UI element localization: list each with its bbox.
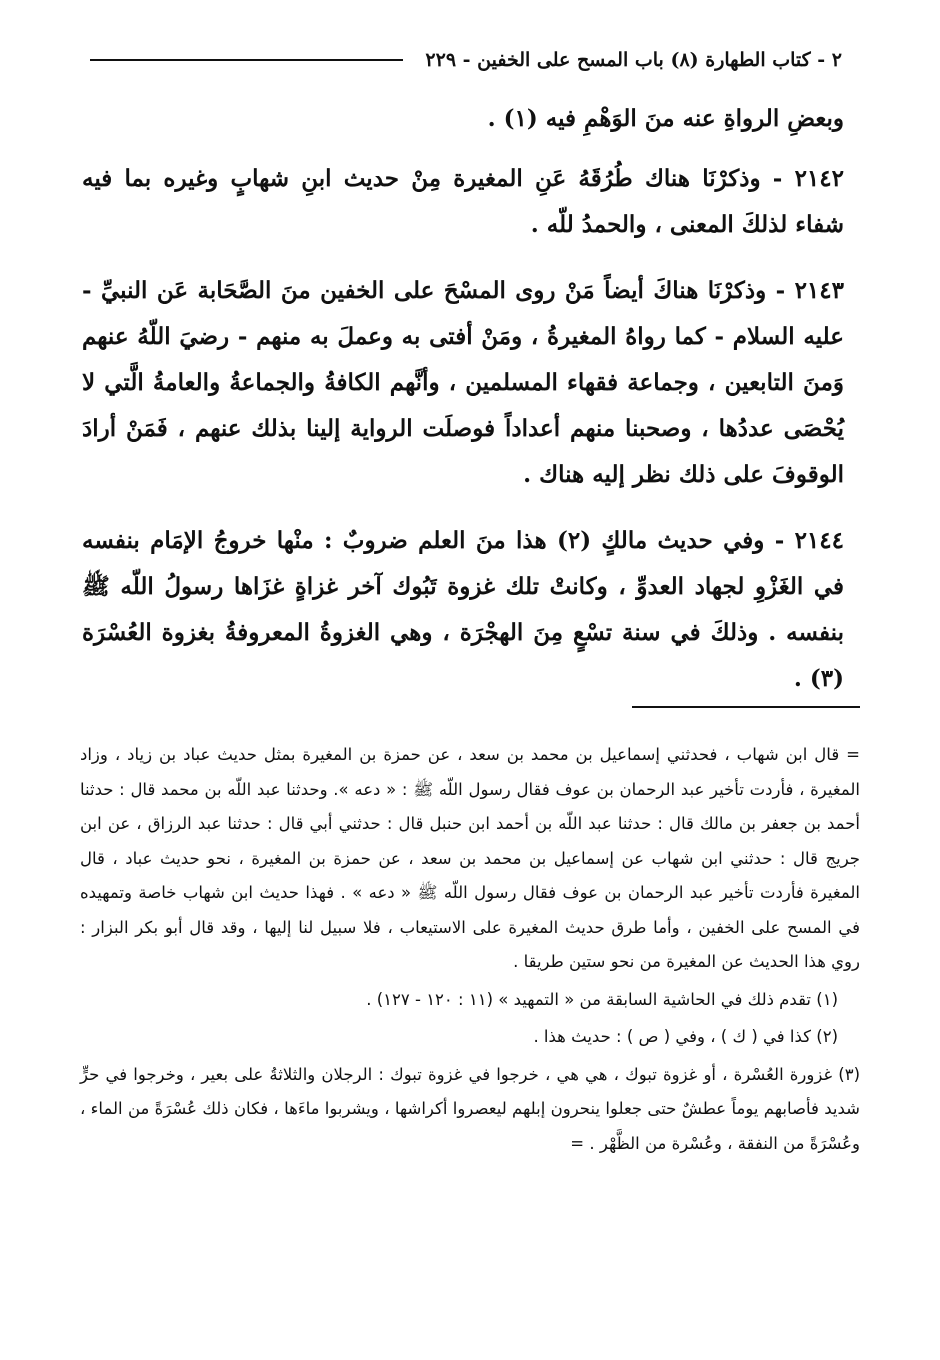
paragraph-2143: ٢١٤٣ - وذكرْنَا هناكَ أيضاً مَنْ روى المسْحَ على الخفين منَ الصَّحَابة عَن النبيِّ - عليه السلام - كما رواهُ المغيرةُ ، ومَنْ أفتى به وعملَ به منهم - رضيَ اللّهُ عنهم وَمنَ التابعين ، وجماعة فقهاء المسلمين ، وأنَّهم الكافةُ والجماعةُ والعامةُ الَّتي لا يُحْصَى عددُها ، وصحبنا منهم أعداداً فوصلَت الرواية إلينا بذلك عنهم ، فَمَنْ أرادَ الوقوفَ على ذلك نظر إليه هناك . [82, 277, 844, 488]
footnote-2: (٢) كذا في ( ك ) ، وفي ( ص ) : حديث هذا . [533, 1027, 838, 1046]
footnote-3: (٣) غزورة العُسْرة ، أو غزوة تبوك ، هي هي ، خرجوا في غزوة تبوك : الرجلان والثلاثةُ على بعير ، وخرجوا في حرٍّ شديد فأصابهم يوماً عطشٌ حتى جعلوا ينحرون إبلهم ليعصروا أكراشها ، ويشربوا ماءَها ، فكان ذلك عُسْرَةً من الماء ، وعُسْرَةً من النفقة ، وعُسْرة من الظَّهْر . = [80, 1064, 860, 1153]
footnote-separator [632, 706, 860, 708]
main-text [82, 96, 844, 722]
footnote-continuation: = قال ابن شهاب ، فحدثني إسماعيل بن محمد بن سعد ، عن حمزة بن المغيرة بمثل حديث عباد بن زياد ، وزاد المغيرة ، فأردت تأخير عبد الرحمان بن عوف فقال رسول اللّه ﷺ : « دعه ». وحدثنا عبد اللّه بن محمد قال : حدثنا أحمد بن جعفر بن مالك قال : حدثنا عبد اللّه بن أحمد ابن حنبل قال : حدثني أبي قال : حدثنا عبد الرزاق ، عن ابن جريج قال : حدثني ابن شهاب عن إسماعيل بن محمد بن سعد ، عن حمزة بن المغيرة ، نحو حديث عباد ، قال المغيرة فأردت تأخير عبد الرحمان بن عوف فقال رسول اللّه ﷺ « دعه » . فهذا حديث ابن شهاب خاصة وتمهيده في المسح على الخفين ، وأما طرق حديث المغيرة على الاستيعاب ، فلا سبيل لنا إليها ، وقد قال أبو بكر البزار : روي هذا الحديث عن المغيرة من نحو ستين طريقا . [80, 745, 860, 971]
running-header [90, 42, 842, 78]
paragraph-2144: ٢١٤٤ - وفي حديث مالكٍ (٢) هذا منَ العلم ضروبٌ : منْها خروجُ الإمَام بنفسه في الغَزْوِ لجهاد العدوِّ ، وكانتْ تلك غزوة تَبُوك آخر غزاةٍ غزَاها رسولُ اللّه ﷺ بنفسه . وذلكَ في سنة تسْعٍ مِنَ الهجْرَة ، وهي الغزوةُ المعروفةُ بغزوة العُسْرَة (٣) . [82, 527, 844, 692]
header-rule [90, 59, 403, 61]
footnotes [80, 738, 860, 1161]
running-title: ٢ - كتاب الطهارة (٨) باب المسح على الخفين - ٢٢٩ [425, 49, 842, 71]
paragraph-2142: ٢١٤٢ - وذكرْنَا هناك طُرُقَهُ عَنِ المغيرة مِنْ حديث ابنِ شهابٍ وغيره بما فيه شفاء لذلكَ المعنى ، والحمدُ للّه . [82, 165, 844, 238]
footnote-1: (١) تقدم ذلك في الحاشية السابقة من « التمهيد » (١١ : ١٢٠ - ١٢٧) . [366, 989, 838, 1009]
paragraph-continuation: وبعضِ الرواةِ عنه منَ الوَهْمِ فيه (١) . [487, 105, 844, 132]
